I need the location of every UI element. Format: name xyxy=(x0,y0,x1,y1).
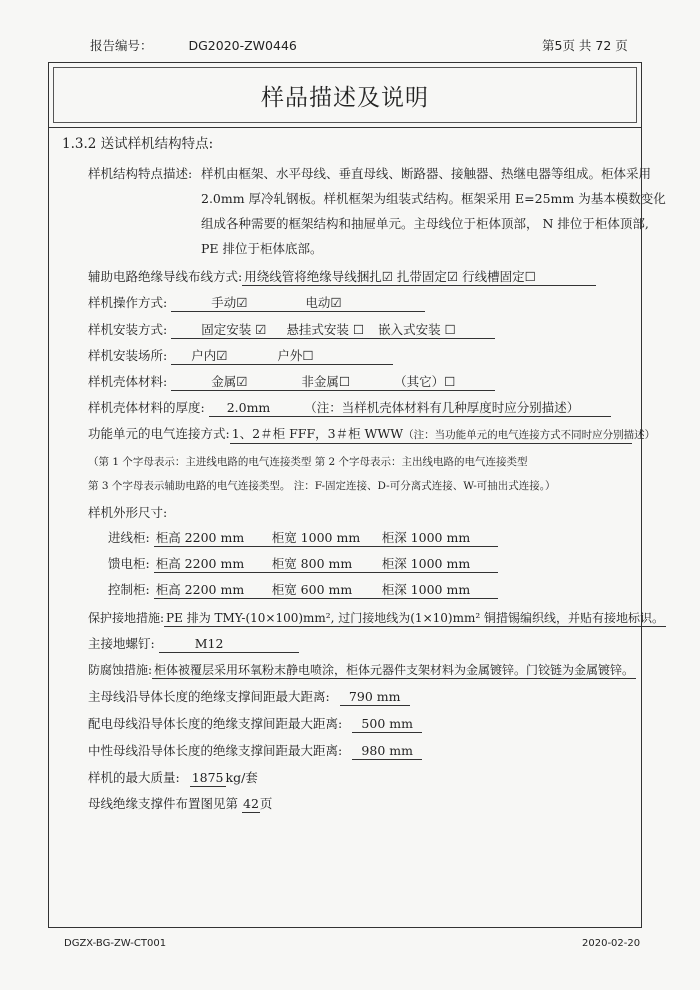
dims-width: 柜宽 1000 mm xyxy=(271,530,361,545)
location-row xyxy=(88,348,393,365)
connection-row xyxy=(88,426,656,444)
location-indoor: 户内☑ xyxy=(191,348,228,363)
mounting-hanging: 悬挂式安装 ☐ xyxy=(286,322,365,337)
connection-label: 功能单元的电气连接方式: xyxy=(88,426,230,441)
page-title: 样品描述及说明 xyxy=(261,84,429,111)
dims-depth: 柜深 1000 mm xyxy=(381,556,471,571)
report-number-label: 报告编号： xyxy=(90,38,153,53)
mounting-row xyxy=(88,322,495,339)
support-dist-value: 500 mm xyxy=(352,716,422,733)
ground-screw-label: 主接地螺钉: xyxy=(88,636,155,651)
material-metal: 金属☑ xyxy=(211,374,248,389)
connection-note: （注：当功能单元的电气连接方式不同时应分别描述） xyxy=(403,429,656,441)
ground-screw-row xyxy=(88,636,299,653)
dims-height: 柜高 2200 mm xyxy=(155,582,245,597)
grounding-row xyxy=(88,610,666,627)
dims-row-feeder xyxy=(108,556,498,573)
dims-row-incoming xyxy=(108,530,498,547)
dims-row-name: 控制柜: xyxy=(108,582,150,597)
dims-row-name: 馈电柜: xyxy=(108,556,150,571)
dims-width: 柜宽 800 mm xyxy=(271,556,353,571)
connection-note-line-1: （第 1 个字母表示：主进线电路的电气连接类型 第 2 个字母表示：主出线电路的电气连接类型 xyxy=(88,456,528,468)
support-neutral-label: 中性母线沿导体长度的绝缘支撑间距最大距离: xyxy=(88,743,343,758)
aux-wiring-value: 用绕线管将绝缘导线捆扎☑ 扎带固定☑ 行线槽固定☐ xyxy=(242,269,596,286)
report-number xyxy=(90,36,297,54)
structure-line-1: 样机由框架、水平母线、垂直母线、断路器、接触器、热继电器等组成。柜体采用 xyxy=(201,166,652,181)
dims-row-control xyxy=(108,582,498,599)
operation-row xyxy=(88,295,425,312)
material-label: 样机壳体材料: xyxy=(88,374,168,389)
material-row xyxy=(88,374,495,391)
dims-height: 柜高 2200 mm xyxy=(155,556,245,571)
support-main-value: 790 mm xyxy=(340,689,410,706)
thickness-row xyxy=(88,400,611,417)
footer-doc-code: DGZX-BG-ZW-CT001 xyxy=(64,938,167,949)
mass-label: 样机的最大质量: xyxy=(88,770,180,785)
operation-label: 样机操作方式: xyxy=(88,295,168,310)
structure-line-3: 组成各种需要的框架结构和抽屉单元。主母线位于柜体顶部， N 排位于柜体顶部, xyxy=(201,216,649,231)
structure-line-4: PE 排位于柜体底部。 xyxy=(201,241,323,256)
layout-ref-row xyxy=(88,796,272,813)
section-heading: 1.3.2 送试样机结构特点: xyxy=(62,136,214,152)
structure-label: 样机结构特点描述: xyxy=(88,166,193,181)
mounting-fixed: 固定安装 ☑ xyxy=(201,322,267,337)
layout-ref-page: 42 xyxy=(243,796,259,811)
anticorrosion-label: 防腐蚀措施: xyxy=(88,663,153,677)
operation-electric: 电动☑ xyxy=(305,295,342,310)
connection-value: 1、2＃柜 FFF，3＃柜 WWW xyxy=(231,426,404,441)
dims-depth: 柜深 1000 mm xyxy=(381,530,471,545)
ground-screw-value: M12 xyxy=(194,636,224,651)
support-main-label: 主母线沿导体长度的绝缘支撑间距最大距离: xyxy=(88,689,330,704)
thickness-value: 2.0mm xyxy=(226,400,271,415)
support-main-row xyxy=(88,689,410,706)
dims-width: 柜宽 600 mm xyxy=(271,582,353,597)
structure-line-2: 2.0mm 厚冷轧钢板。样机框架为组装式结构。框架采用 E=25mm 为基本模数变化 xyxy=(201,191,666,206)
mass-row xyxy=(88,770,258,787)
thickness-note: （注：当样机壳体材料有几种厚度时应分别描述） xyxy=(304,400,580,415)
material-nonmetal: 非金属☐ xyxy=(301,374,351,389)
layout-ref-prefix: 母线绝缘支撑件布置图见第 xyxy=(88,796,239,811)
title-row xyxy=(49,63,641,128)
grounding-value: PE 排为 TMY-(10×100)mm², 过门接地线为(1×10)mm² 铜措锡编织线，并贴有接地标识。 xyxy=(166,611,664,625)
location-label: 样机安装场所: xyxy=(88,348,168,363)
dims-label: 样机外形尺寸: xyxy=(88,505,168,520)
mounting-label: 样机安装方式: xyxy=(88,322,168,337)
support-neutral-value: 980 mm xyxy=(352,743,422,760)
mass-unit: kg/套 xyxy=(225,770,258,785)
support-dist-row xyxy=(88,716,422,733)
location-outdoor: 户外☐ xyxy=(277,348,314,363)
operation-manual: 手动☑ xyxy=(211,295,248,310)
support-dist-label: 配电母线沿导体长度的绝缘支撑间距最大距离: xyxy=(88,716,343,731)
layout-ref-suffix: 页 xyxy=(259,796,273,811)
dims-height: 柜高 2200 mm xyxy=(155,530,245,545)
report-number-value: DG2020-ZW0446 xyxy=(188,38,297,53)
anticorrosion-value: 柜体被覆层采用环氧粉末静电喷涂，柜体元器件支架材料为金属镀锌。门铰链为金属镀锌。 xyxy=(154,663,635,677)
grounding-label: 保护接地措施: xyxy=(88,611,165,625)
aux-wiring-row xyxy=(88,269,596,286)
support-neutral-row xyxy=(88,743,422,760)
anticorrosion-row xyxy=(88,662,636,679)
aux-wiring-label: 辅助电路绝缘导线布线方式: xyxy=(88,269,243,284)
mounting-embedded: 嵌入式安装 ☐ xyxy=(378,322,456,337)
connection-note-line-2: 第 3 个字母表示辅助电路的电气连接类型。 注：F-固定连接、D-可分离式连接、W-可抽出式连接。） xyxy=(88,480,556,492)
dims-depth: 柜深 1000 mm xyxy=(381,582,471,597)
dims-row-name: 进线柜: xyxy=(108,530,150,545)
page-info: 第5页 共 72 页 xyxy=(542,38,628,53)
footer-date: 2020-02-20 xyxy=(582,938,641,949)
material-other: （其它）☐ xyxy=(394,374,456,389)
mass-value: 1875 xyxy=(191,770,224,785)
thickness-label: 样机壳体材料的厚度: xyxy=(88,400,205,415)
